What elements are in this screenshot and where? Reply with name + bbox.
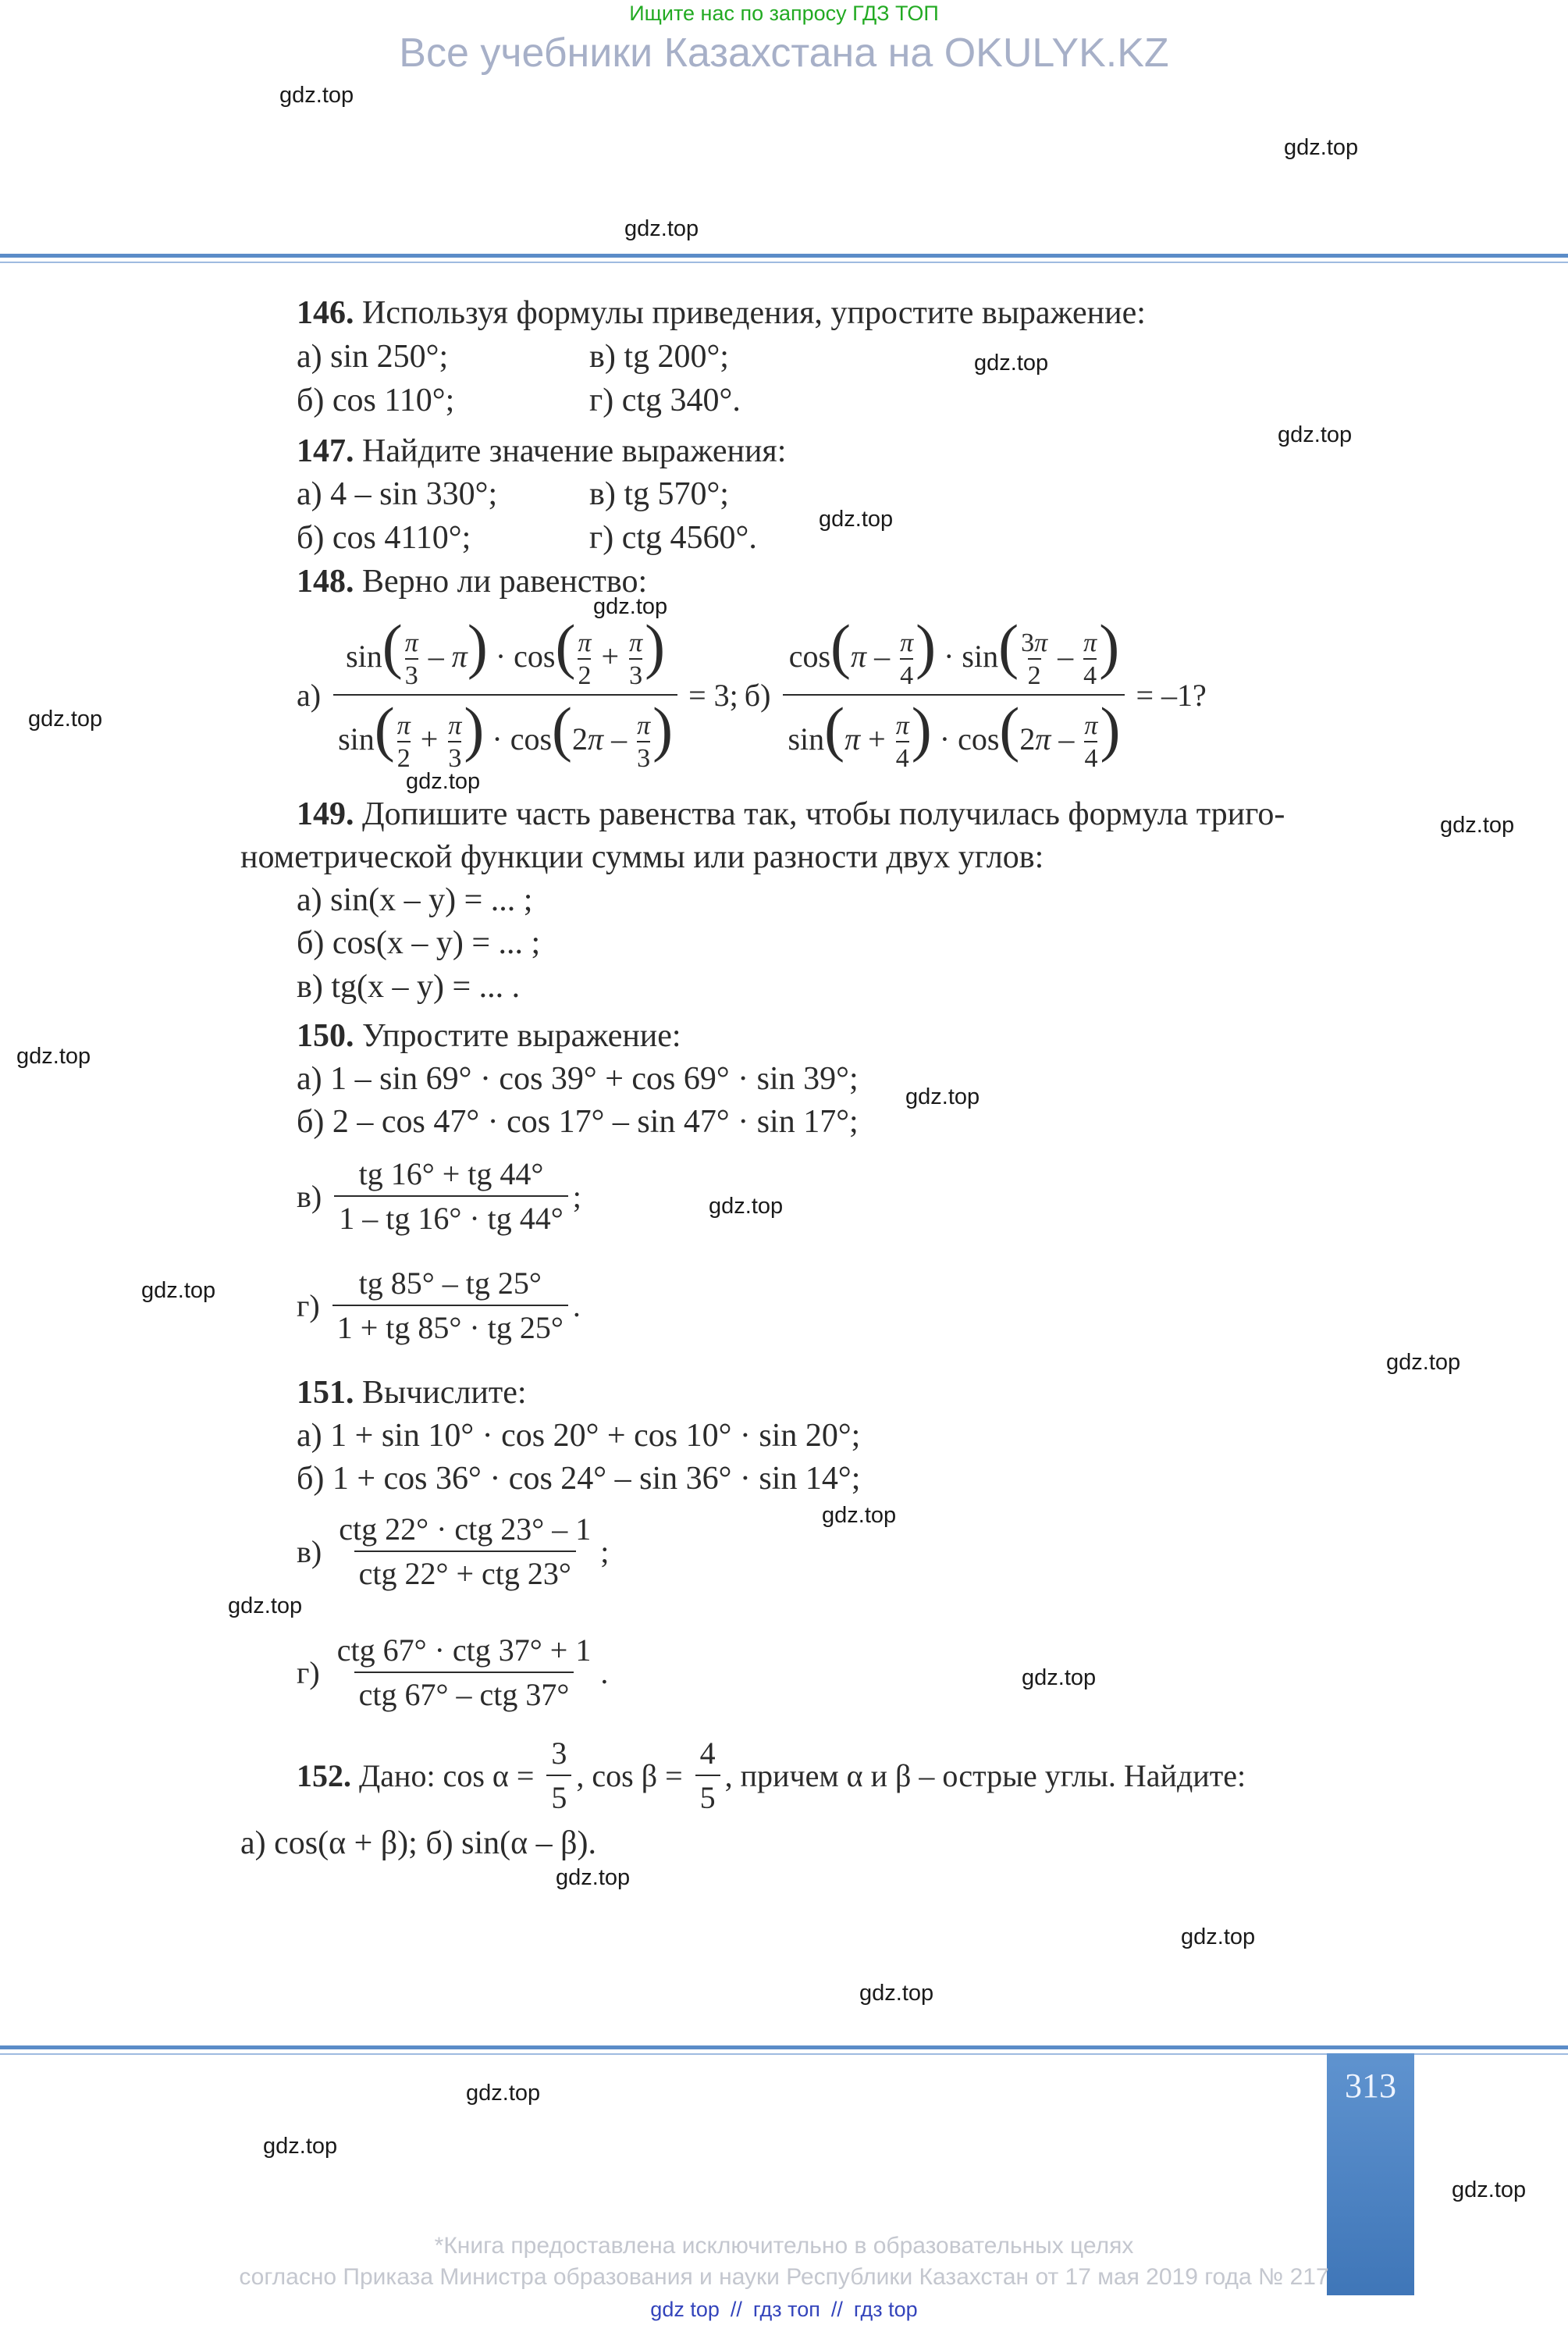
problem-146-v: в) tg 200°; [589, 339, 729, 375]
problem-146-b: б) cos 110°; [297, 383, 455, 418]
problem-152-frac1-num: 3 [551, 1736, 567, 1771]
problem-148-b-label: б) [744, 677, 771, 713]
problem-150-g-label: г) [297, 1287, 320, 1323]
problem-150-g-fraction [332, 1265, 568, 1346]
watermark: gdz.top [1284, 135, 1359, 160]
top-divider-thin [0, 262, 1568, 263]
problem-148-b-result: = –1? [1136, 677, 1207, 713]
problem-150-g-denominator: 1 + tg 85° · tg 25° [332, 1305, 568, 1346]
problem-147-a: а) 4 – sin 330°; [297, 476, 498, 512]
problem-148-a-fraction: sin( $\frac{\pi}{3}$ – π) · cos( $\frac{\pi}{2}$ + $\frac{\pi}{3}$ ) sin( $\frac{\pi}{2}$ + $\frac{\pi}{3}$ ) · cos(2π – $\frac{\pi}{3}$ ) [333, 616, 677, 774]
problem-149-title: 149. Допишите часть равенства так, чтобы получилась формула триго- [297, 796, 1285, 832]
top-divider [0, 254, 1568, 258]
watermark: gdz.top [593, 594, 668, 619]
problem-152-frac2-num: 4 [699, 1736, 716, 1771]
problem-152-cos-beta-fraction [695, 1735, 720, 1816]
problem-151-g-label: г) [297, 1654, 320, 1690]
problem-151-a: а) 1 + sin 10° · cos 20° + cos 10° · sin 20°; [297, 1418, 861, 1454]
watermark: gdz.top [228, 1593, 303, 1618]
problem-150-v-label: в) [297, 1178, 322, 1214]
problem-151-v-numerator: ctg 22° · ctg 23° – 1 [339, 1511, 592, 1547]
watermark: gdz.top [28, 707, 103, 732]
footer-separator: // [830, 2298, 843, 2321]
problem-150-a: а) 1 – sin 69° · cos 39° + cos 69° · sin 39°; [297, 1061, 859, 1097]
watermark: gdz.top [263, 2134, 338, 2159]
problem-151-v-denominator: ctg 22° + ctg 23° [354, 1551, 576, 1592]
problem-150-g-numerator: tg 85° – tg 25° [358, 1266, 542, 1301]
search-hint-link[interactable]: Ищите нас по запросу ГДЗ ТОП [629, 2, 939, 25]
problem-151-v-label: в) [297, 1533, 322, 1569]
problem-151-title: 151. Вычислите: [297, 1375, 527, 1411]
watermark: gdz.top [859, 1981, 934, 2006]
bottom-divider [0, 2045, 1568, 2049]
problem-151-g-denominator: ctg 67° – ctg 37° [354, 1672, 574, 1713]
problem-146-title: 146. Используя формулы приведения, упростите выражение: [297, 295, 1146, 331]
problem-148-b-fraction: cos(π – $\frac{\pi}{4}$ ) · sin( $\frac{3\pi}{2}$ – $\frac{\pi}{4}$ ) sin(π + $\frac{\pi}{4}$ ) · cos(2π – $\frac{\pi}{4}$ ) [783, 616, 1125, 774]
problem-150-v-numerator: tg 16° + tg 44° [358, 1156, 544, 1191]
problem-152-frac1-den: 5 [546, 1775, 571, 1816]
problem-148-title: 148. Верно ли равенство: [297, 564, 648, 600]
watermark: gdz.top [905, 1084, 980, 1109]
problem-149-v: в) tg(x – y) = ... . [297, 969, 521, 1005]
footer-disclaimer-line1: *Книга предоставлена исключительно в образовательных целях [434, 2233, 1134, 2259]
problem-148-a-result: = 3; [688, 677, 738, 713]
footer-link-gdz-top-ru[interactable]: гдз топ [752, 2298, 820, 2321]
problem-152-number: 152. [297, 1757, 351, 1793]
problem-151-v-end: ; [600, 1533, 610, 1569]
watermark: gdz.top [1181, 1924, 1256, 1949]
problem-151-v [297, 1511, 609, 1592]
problem-150-title: 150. Упростите выражение: [297, 1018, 681, 1054]
problem-152-title [297, 1735, 1246, 1816]
problem-152-line2: а) cos(α + β); б) sin(α – β). [240, 1825, 597, 1861]
problem-150-g [297, 1265, 581, 1346]
problem-151-g-numerator: ctg 67° · ctg 37° + 1 [336, 1632, 592, 1668]
watermark: gdz.top [279, 83, 354, 108]
problem-149-a: а) sin(x – y) = ... ; [297, 882, 533, 918]
watermark: gdz.top [556, 1865, 631, 1890]
watermark: gdz.top [1386, 1350, 1461, 1375]
problem-146-a: а) sin 250°; [297, 339, 449, 375]
footer-links [0, 2298, 1568, 2322]
problem-147-b: б) cos 4110°; [297, 520, 471, 556]
problem-150-v-end: ; [572, 1178, 581, 1214]
watermark: gdz.top [974, 351, 1049, 376]
footer-link-gdz-top[interactable]: gdz top [650, 2298, 720, 2321]
problem-152-intro: Дано: cos α = [351, 1757, 542, 1793]
watermark: gdz.top [1278, 422, 1353, 447]
watermark: gdz.top [1022, 1665, 1097, 1690]
problem-151-g-fraction [332, 1632, 596, 1713]
watermark: gdz.top [406, 769, 481, 794]
problem-151-b: б) 1 + cos 36° · cos 24° – sin 36° · sin 14°; [297, 1461, 861, 1497]
problem-146-g: г) ctg 340°. [589, 383, 741, 418]
problem-150-v [297, 1155, 581, 1237]
problem-151-g-end: . [600, 1654, 609, 1690]
watermark: gdz.top [1452, 2177, 1527, 2202]
problem-147-g: г) ctg 4560°. [589, 520, 757, 556]
watermark: gdz.top [624, 216, 699, 241]
problem-150-b: б) 2 – cos 47° · cos 17° – sin 47° · sin 17°; [297, 1104, 859, 1140]
watermark: gdz.top [16, 1044, 91, 1069]
problem-150-g-end: . [572, 1287, 581, 1323]
problem-148-a-label: а) [297, 677, 322, 713]
footer-separator: // [730, 2298, 742, 2321]
problem-148-equation [297, 612, 1207, 773]
problem-152-mid: , cos β = [576, 1757, 691, 1793]
problem-147-title: 147. Найдите значение выражения: [297, 433, 787, 469]
watermark: gdz.top [1440, 813, 1515, 838]
page-number: 313 [1345, 2067, 1396, 2105]
problem-150-v-denominator: 1 – tg 16° · tg 44° [334, 1195, 568, 1237]
problem-149-title-cont: нометрической функции суммы или разности двух углов: [240, 839, 1044, 875]
footer-disclaimer-line2: согласно Приказа Министра образования и науки Республики Казахстан от 17 мая 2019 года № 217 [239, 2264, 1329, 2290]
problem-151-v-fraction [334, 1511, 596, 1592]
problem-149-b: б) cos(x – y) = ... ; [297, 925, 541, 961]
problem-152-frac2-den: 5 [695, 1775, 720, 1816]
footer-link-gdz-top-mixed[interactable]: гдз top [853, 2298, 918, 2321]
problem-152-rest: , причем α и β – острые углы. Найдите: [724, 1757, 1246, 1793]
problem-147-v: в) tg 570°; [589, 476, 729, 512]
problem-150-v-fraction [334, 1155, 568, 1237]
watermark: gdz.top [466, 2081, 541, 2106]
problem-152-cos-alpha-fraction [546, 1735, 571, 1816]
site-title[interactable]: Все учебники Казахстана на OKULYK.KZ [399, 30, 1169, 76]
watermark: gdz.top [141, 1278, 216, 1303]
watermark: gdz.top [709, 1194, 784, 1219]
problem-151-g [297, 1632, 608, 1713]
watermark: gdz.top [819, 507, 894, 532]
watermark: gdz.top [822, 1503, 897, 1528]
